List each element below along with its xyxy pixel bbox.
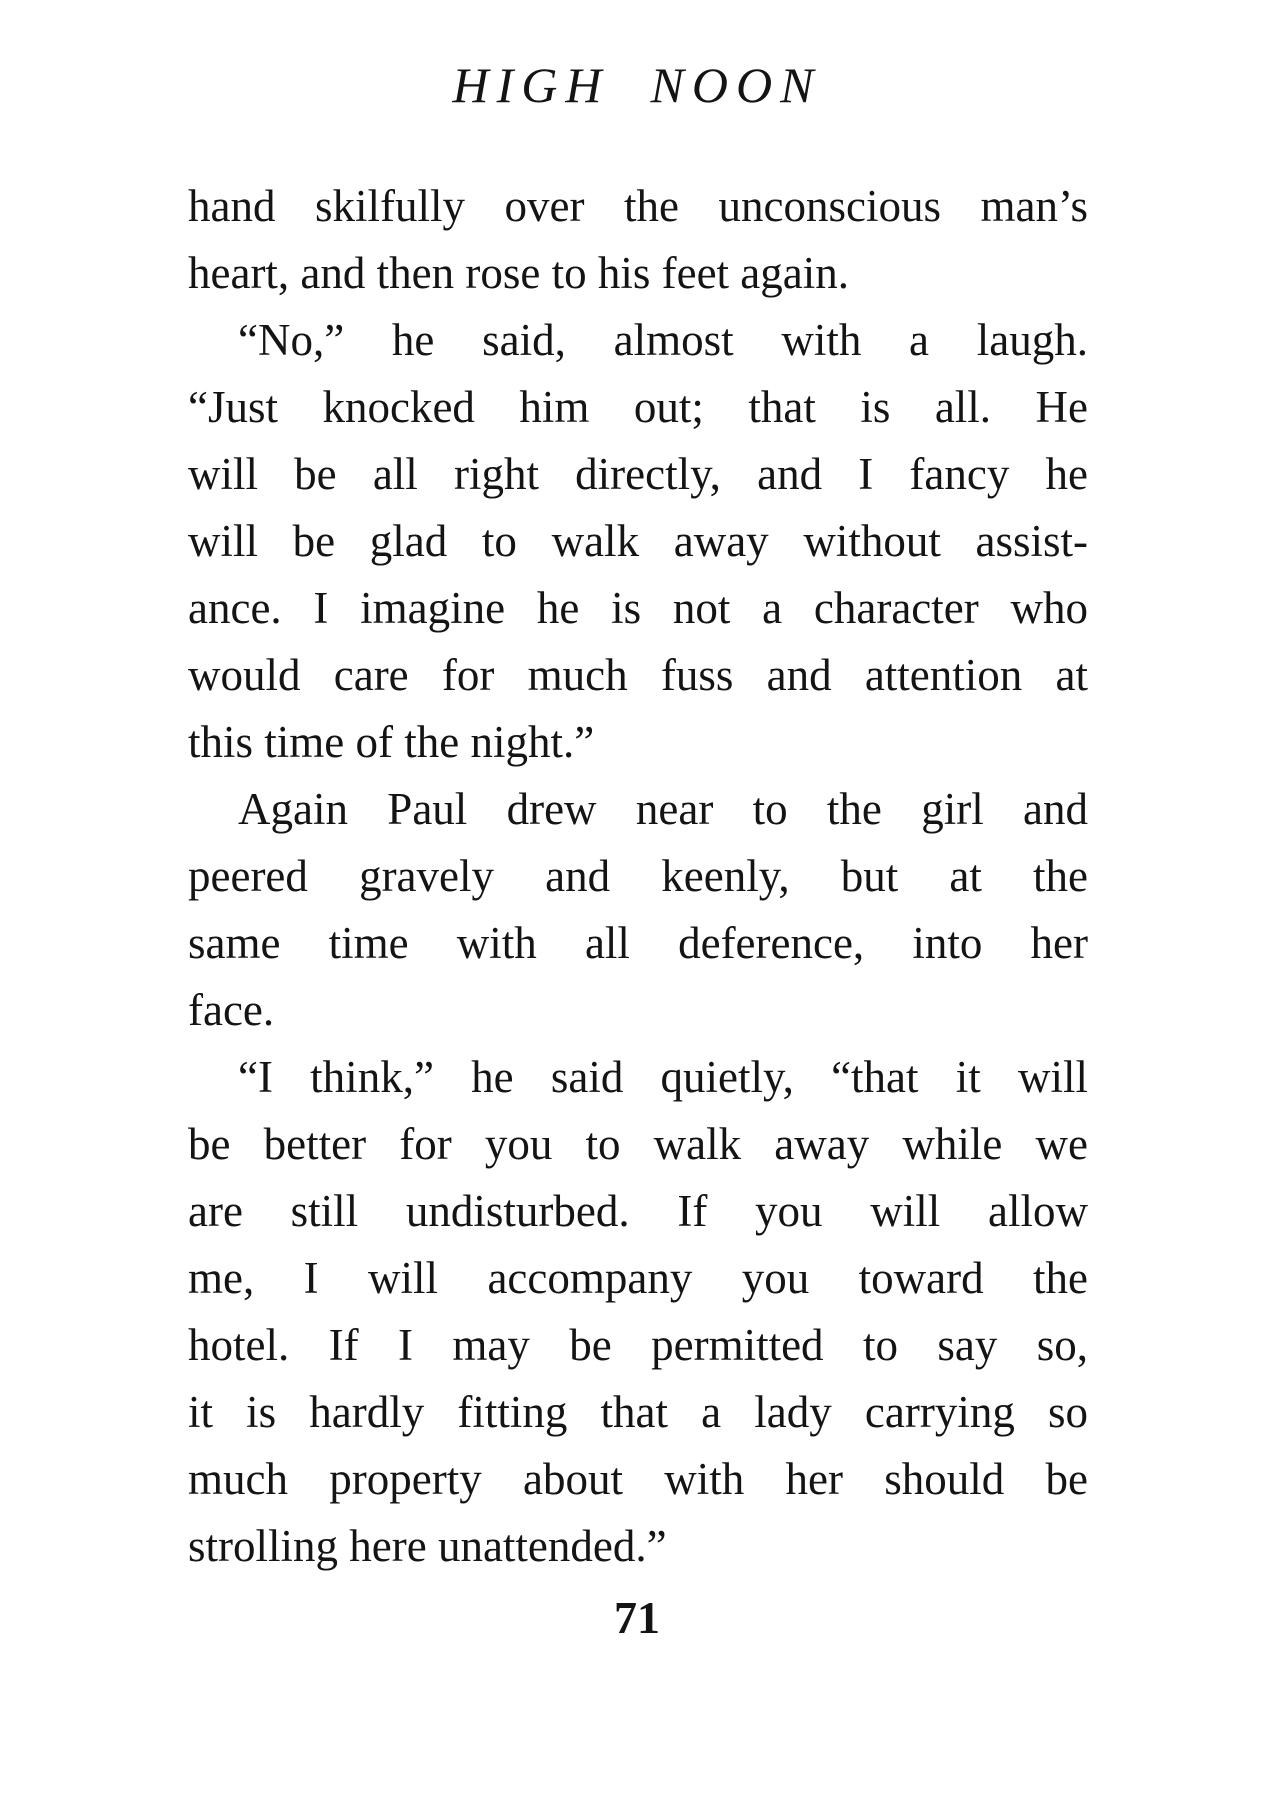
text-line: me, I will accompany you toward the [188,1253,1088,1303]
text-line: much property about with her should be [188,1454,1088,1504]
text-line: face. [188,985,275,1035]
text-line: “No,” he said, almost with a laugh. [238,315,1088,365]
text-line: it is hardly fitting that a lady carrying so [188,1387,1088,1437]
text-line: peered gravely and keenly, but at the [188,851,1088,901]
text-line: hand skilfully over the unconscious man’s [188,181,1088,231]
text-line: hotel. If I may be permitted to say so, [188,1320,1088,1370]
text-line: would care for much fuss and attention at [188,650,1088,700]
text-line: same time with all deference, into her [188,918,1088,968]
text-line: strolling here unattended.” [188,1521,667,1571]
text-line: are still undisturbed. If you will allow [188,1186,1088,1236]
page-number: 71 [614,1592,660,1643]
text-line: will be all right directly, and I fancy he [188,449,1088,499]
text-line: will be glad to walk away without assist- [188,516,1088,566]
text-line: “Just knocked him out; that is all. He [188,382,1088,432]
text-line: Again Paul drew near to the girl and [238,784,1088,834]
text-line: “I think,” he said quietly, “that it will [238,1052,1088,1102]
text-line: be better for you to walk away while we [188,1119,1088,1169]
body-text [188,173,1088,1580]
text-line: ance. I imagine he is not a character who [188,583,1088,633]
running-head: HIGH NOON [452,57,822,113]
text-line: this time of the night.” [188,717,595,767]
text-line: heart, and then rose to his feet again. [188,248,850,298]
